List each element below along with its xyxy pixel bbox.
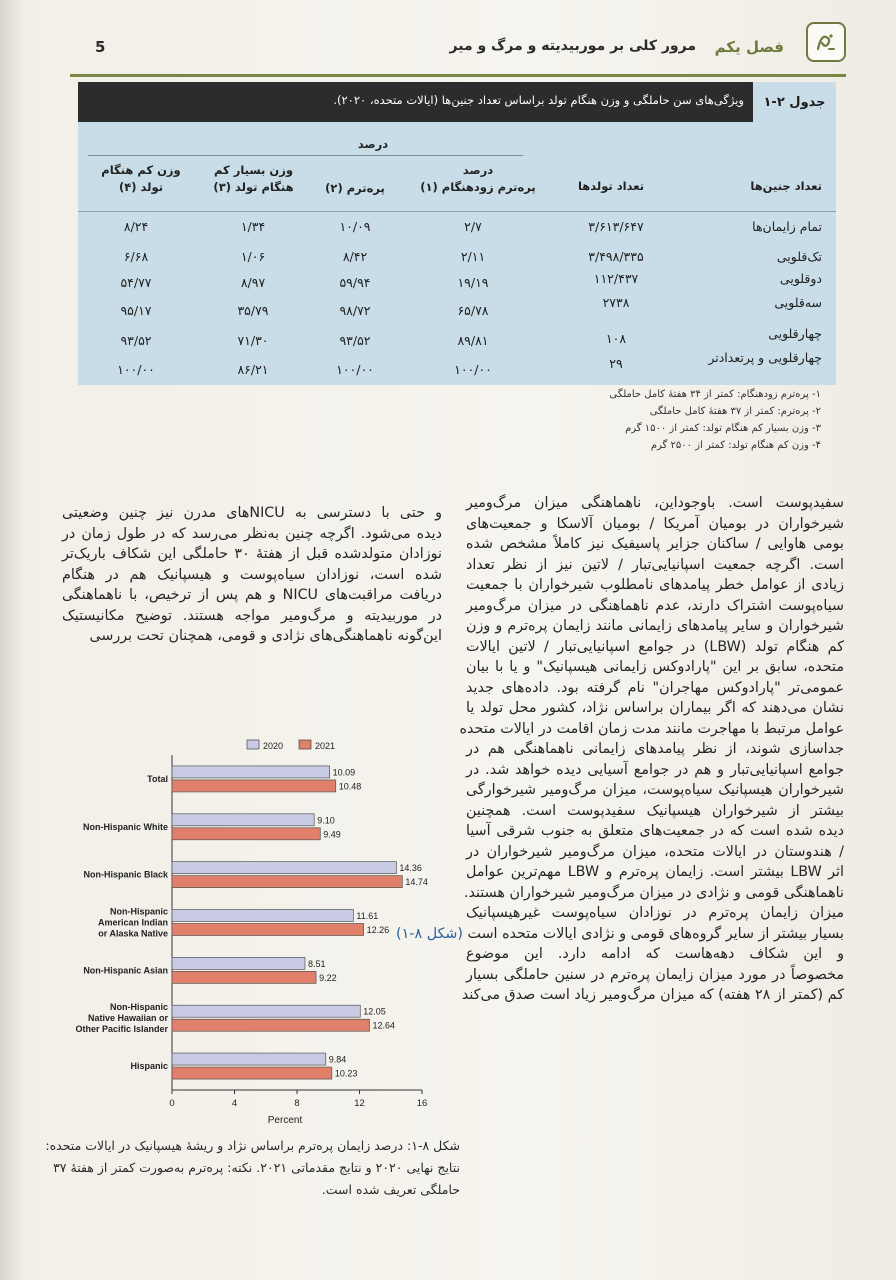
text-line: بومی هاوایی / ساکنان جزایر پاسیفیک نیز کاملاً مشخص شده (466, 536, 844, 552)
cell-vlbw: ۳۵/۷۹ (237, 303, 269, 318)
col-births: تعداد تولدها (577, 179, 645, 193)
text-line: کم (کمتر از ۲۸ هفته) که میزان مرگ‌ومیر زیاد است صدق می‌کند (461, 987, 844, 1003)
data-label-2021-5: 12.64 (372, 1020, 396, 1031)
table-1-2 (78, 82, 836, 385)
cell-preterm: ۹۳/۵۲ (339, 333, 371, 348)
col-vlbw (196, 162, 311, 196)
table-label: جدول ۲-۱ (753, 82, 836, 122)
x-tick-label: 12 (354, 1098, 365, 1109)
text-line: دیده می‌شود. اگرچه چنین به‌نظر می‌رسد که در طول زمان در (62, 525, 442, 542)
cell-lbw: ۹۳/۵۲ (120, 333, 152, 348)
text-line: زیادی از عوامل خطر پیامدهای نامطلوب شیرخواران با جمعیت (466, 577, 844, 593)
header-rule (70, 74, 846, 77)
text-line: عمومی‌تر "پارادوکس مهاجران" نام گرفته بود. داده‌های جدید (466, 679, 844, 696)
page-spine (0, 0, 22, 1280)
data-label-2020-5: 12.05 (363, 1006, 386, 1017)
text-line: بیشتر از شیرخواران هیسپانیک سفیدپوست است. همچنین (466, 802, 844, 819)
book-logo-icon (806, 22, 846, 62)
table-footnote: ۲- پره‌ترم: کمتر از ۳۷ هفتهٔ کامل حاملگی (649, 406, 821, 417)
x-tick-label: 4 (231, 1098, 238, 1109)
legend-swatch-2021 (299, 740, 311, 749)
bar-2021-3 (172, 924, 364, 936)
caption-line: نتایج نهایی ۲۰۲۰ و نتایج مقدماتی ۲۰۲۱. نکته: پره‌ترم به‌صورت کمتر از هفتهٔ ۳۷ (53, 1160, 460, 1175)
cell-lbw: ۸/۲۴ (123, 219, 149, 234)
cell-very-preterm: ۱۰۰/۰۰ (454, 362, 492, 377)
caption-line: شکل ۸-۱: درصد زایمان پره‌ترم براساس نژاد و ریشهٔ هیسپانیک در ایالات متحده: (45, 1138, 460, 1153)
bar-2021-0 (172, 780, 336, 792)
text-line: شیرخواران هیسپانیک سیاه‌پوست، میزان مرگ‌ومیر شیرخوارگی (466, 782, 844, 798)
running-title: مرور کلی بر موربیدیته و مرگ و میر (449, 38, 696, 54)
text-line: دیده شده است که در جمعیت‌های متعلق به جنوب شرقی آسیا (466, 823, 844, 839)
cell-lbw: ۹۵/۱۷ (120, 303, 152, 318)
bar-2020-5 (172, 1005, 360, 1017)
category-label-3: or Alaska Native (98, 928, 168, 939)
col-very-preterm (403, 162, 553, 196)
text-line: و این شکاف دهه‌هاست که ادامه دارد. این موضوع (466, 946, 844, 962)
table-caption: ویژگی‌های سن حاملگی و وزن هنگام تولد براساس تعداد جنین‌ها (ایالات متحده، ۲۰۲۰). (333, 93, 744, 107)
col-vlbw-line1: وزن بسیار کم (214, 163, 293, 177)
text-line: میزان زایمان پره‌ترم در نوزادان سیاه‌پوست غیرهیسپانیک (466, 905, 844, 921)
row-name: تمام زایمان‌ها (752, 219, 822, 234)
cell-vlbw: ۸/۹۷ (240, 275, 266, 290)
text-line: عوامل مرتبط با مهاجرت مانند مدت زمان اقامت در ایالات متحده (459, 720, 844, 737)
bar-2020-0 (172, 766, 330, 778)
x-tick-label: 16 (416, 1098, 428, 1109)
category-label-1: Non-Hispanic White (83, 821, 168, 832)
figure-caption (45, 1135, 460, 1201)
text-line: اثر LBW بیشتر است. زایمان پره‌ترم و LBW مهم‌ترین عوامل (466, 864, 844, 880)
cell-preterm: ۵۹/۹۴ (339, 275, 371, 290)
col-very-preterm-top: درصد (462, 163, 494, 177)
category-label-4: Non-Hispanic Asian (83, 965, 168, 976)
cell-births: ۲۷۳۸ (602, 295, 630, 310)
bar-2021-6 (172, 1067, 332, 1079)
category-label-5: Other Pacific Islander (75, 1024, 168, 1035)
table-title-bar (78, 82, 836, 122)
text-line: مخصوصاً در مورد میزان زایمان پره‌ترم در سنین حاملگی بسیار (466, 966, 844, 983)
cell-lbw: ۱۰۰/۰۰ (117, 362, 155, 377)
row-name: سه‌قلویی (774, 295, 822, 310)
caption-line: حاملگی تعریف شده است. (321, 1182, 460, 1197)
cell-preterm: ۱۰۰/۰۰ (336, 362, 374, 377)
cell-very-preterm: ۸۹/۸۱ (457, 333, 489, 348)
text-line: جوامع اسپانیایی‌تبار و هم در جوامع آسیایی دیده خواهد شد. در (466, 761, 844, 778)
text-line: نوزادان متولدشده قبل از هفتهٔ ۳۰ حاملگی این شکاف باریک‌تر (62, 546, 443, 562)
x-tick-label: 0 (169, 1098, 175, 1109)
cell-births: ۲۹ (609, 356, 623, 371)
text-line: سفیدپوست است. باوجوداین، ناهماهنگی میزان مرگ‌ومیر (466, 495, 844, 511)
page-number: 5 (95, 38, 106, 56)
text-line: کم هنگام تولد (LBW) در جوامع اسپانیایی‌تبار / لاتین ایالات (466, 638, 844, 655)
cell-very-preterm: ۲/۱۱ (460, 249, 486, 264)
cell-births: ۳/۴۹۸/۳۳۵ (588, 249, 644, 264)
text-line: متحده، سابق بر این "پارادوکس زایمانی هیسپانیک" و یا با بیان (466, 659, 844, 675)
data-label-2020-3: 11.61 (356, 911, 379, 921)
bar-2020-1 (172, 814, 314, 826)
row-name: چهارقلویی و پرتعدادتر (708, 350, 822, 365)
cell-very-preterm: ۲/۷ (464, 219, 482, 234)
data-label-2021-4: 9.22 (319, 972, 337, 983)
category-label-0: Total (147, 773, 168, 784)
data-label-2020-4: 8.51 (307, 958, 326, 969)
cell-vlbw: ۱/۰۶ (240, 249, 266, 264)
text-line: شده است، نوزادان سیاه‌پوست و هیسپانیک هم در هنگام (62, 566, 442, 583)
book-logo-glyph (813, 29, 839, 55)
cell-births: ۳/۶۱۳/۶۴۷ (588, 219, 644, 234)
cell-vlbw: ۱/۳۴ (240, 219, 266, 234)
bar-2021-1 (172, 828, 320, 840)
data-label-2020-2: 14.36 (399, 863, 422, 874)
text-line: سیاه‌پوست اشتراک دارند، عدم ناهماهنگی در میزان مرگ‌ومیر (466, 597, 844, 614)
cell-very-preterm: ۱۹/۱۹ (457, 275, 489, 290)
cell-vlbw: ۷۱/۳۰ (237, 333, 269, 348)
text-line: شیرخواران و سایر پیامدهای زایمانی مانند زایمان پره‌ترم و وزن (466, 618, 844, 634)
row-name: تک‌قلویی (776, 249, 822, 264)
category-label-6: Hispanic (130, 1061, 168, 1072)
text-line: ناهماهنگی قومی و نژادی در میزان مرگ‌ومیر شیرخواران هستند. (463, 884, 844, 901)
cell-very-preterm: ۶۵/۷۸ (457, 303, 489, 318)
cell-vlbw: ۸۶/۲۱ (237, 362, 269, 377)
cell-births: ۱۰۸ (605, 331, 627, 346)
cell-preterm: ۱۰/۰۹ (339, 219, 371, 234)
category-label-3: Non-Hispanic (109, 906, 168, 917)
x-tick-label: 8 (294, 1098, 300, 1109)
body-text-left-column (62, 503, 442, 647)
bar-2020-2 (172, 862, 396, 874)
text-line: جداسازی شوند، از نظر پیامدهای زایمانی ناهماهنگی هم در (466, 741, 844, 757)
table-footnote: ۱- پره‌ترم زودهنگام: کمتر از ۳۴ هفتهٔ کامل حاملگی (609, 389, 821, 400)
data-label-2020-0: 10.09 (332, 767, 356, 778)
text-line: بسیار بیشتر از سایر گروه‌های قومی و نژادی ایالات متحده است (شکل ۸-۱) (396, 925, 844, 942)
col-lbw-line1: وزن کم هنگام (101, 163, 181, 177)
text-line: است. اگرچه جمعیت اسپانیایی‌تبار / لاتین نیز از نظر تعداد (466, 556, 844, 573)
percent-group-rule (88, 155, 523, 156)
table-footnote: ۴- وزن کم هنگام تولد: کمتر از ۲۵۰۰ گرم (650, 440, 821, 451)
text-line: / هندوستان در ایالات متحده، میزان مرگ‌ومیر شیرخواران در (466, 843, 844, 860)
data-label-2021-2: 14.74 (405, 877, 428, 888)
table-header-rule (78, 211, 836, 212)
category-label-3: American Indian (97, 917, 168, 928)
bar-2021-2 (172, 876, 402, 888)
percent-group-header: درصد (357, 137, 389, 151)
data-label-2020-6: 9.84 (328, 1054, 347, 1065)
data-label-2021-1: 9.49 (323, 829, 341, 840)
col-fetuses: تعداد جنین‌ها (750, 179, 822, 193)
legend-swatch-2020 (247, 740, 259, 749)
data-label-2021-0: 10.48 (338, 781, 362, 792)
category-label-5: Non-Hispanic (109, 1002, 168, 1013)
cell-births: ۱۱۲/۴۳۷ (593, 271, 639, 286)
bar-2020-3 (172, 910, 353, 922)
cell-preterm: ۸/۴۲ (342, 249, 368, 264)
col-lbw (86, 162, 196, 196)
category-label-5: Native Hawaiian or (87, 1013, 168, 1024)
data-label-2021-3: 12.26 (366, 925, 390, 935)
bar-2021-5 (172, 1019, 370, 1031)
cell-preterm: ۹۸/۷۲ (339, 303, 371, 318)
category-label-2: Non-Hispanic Black (83, 869, 168, 880)
text-line: شیرخواران در بومیان آمریکا / بومیان آلاسکا و جمعیت‌های (466, 515, 844, 532)
row-name: چهارقلویی (768, 326, 822, 341)
data-label-2021-6: 10.23 (334, 1068, 358, 1079)
preterm-birth-bar-chart (60, 735, 440, 1130)
text-line: در موربیدیته و مرگ‌ومیر مواجه هستند. توضیح مکانیستیک (62, 607, 442, 624)
col-preterm: پره‌ترم (۲) (325, 181, 385, 195)
text-line: دریافت مراقبت‌های NICU و هم پس از ترخیص، با ناهماهنگی (62, 587, 442, 603)
figure-reference-link[interactable]: (شکل ۸-۱) (396, 925, 468, 942)
col-lbw-line2: تولد (۴) (118, 180, 164, 194)
legend-label-2021: 2021 (315, 741, 336, 751)
cell-lbw: ۵۴/۷۷ (120, 275, 152, 290)
bar-2020-4 (172, 957, 305, 969)
text-line: این‌گونه ناهماهنگی‌های نژادی و قومی، همچنان تحت بررسی (89, 628, 442, 644)
bar-2021-4 (172, 971, 316, 983)
text-line: نشان می‌دهند که اگر بیماران براساس نژاد، کشور محل تولد یا (466, 700, 844, 716)
col-very-preterm-label: پره‌ترم زودهنگام (۱) (420, 180, 536, 194)
table-footnote: ۳- وزن بسیار کم هنگام تولد: کمتر از ۱۵۰۰ گرم (625, 423, 821, 434)
cell-lbw: ۶/۶۸ (123, 249, 149, 264)
text-line: و حتی با دسترسی به NICUهای مدرن نیز چنین وضعیتی (62, 505, 442, 521)
row-name: دوقلویی (779, 271, 822, 286)
x-axis-title: Percent (267, 1115, 303, 1126)
chapter-label: فصل یکم (714, 38, 784, 56)
legend-label-2020: 2020 (263, 741, 284, 751)
bar-2020-6 (172, 1053, 326, 1065)
col-vlbw-line2: هنگام تولد (۳) (213, 180, 294, 194)
data-label-2020-1: 9.10 (317, 815, 335, 826)
